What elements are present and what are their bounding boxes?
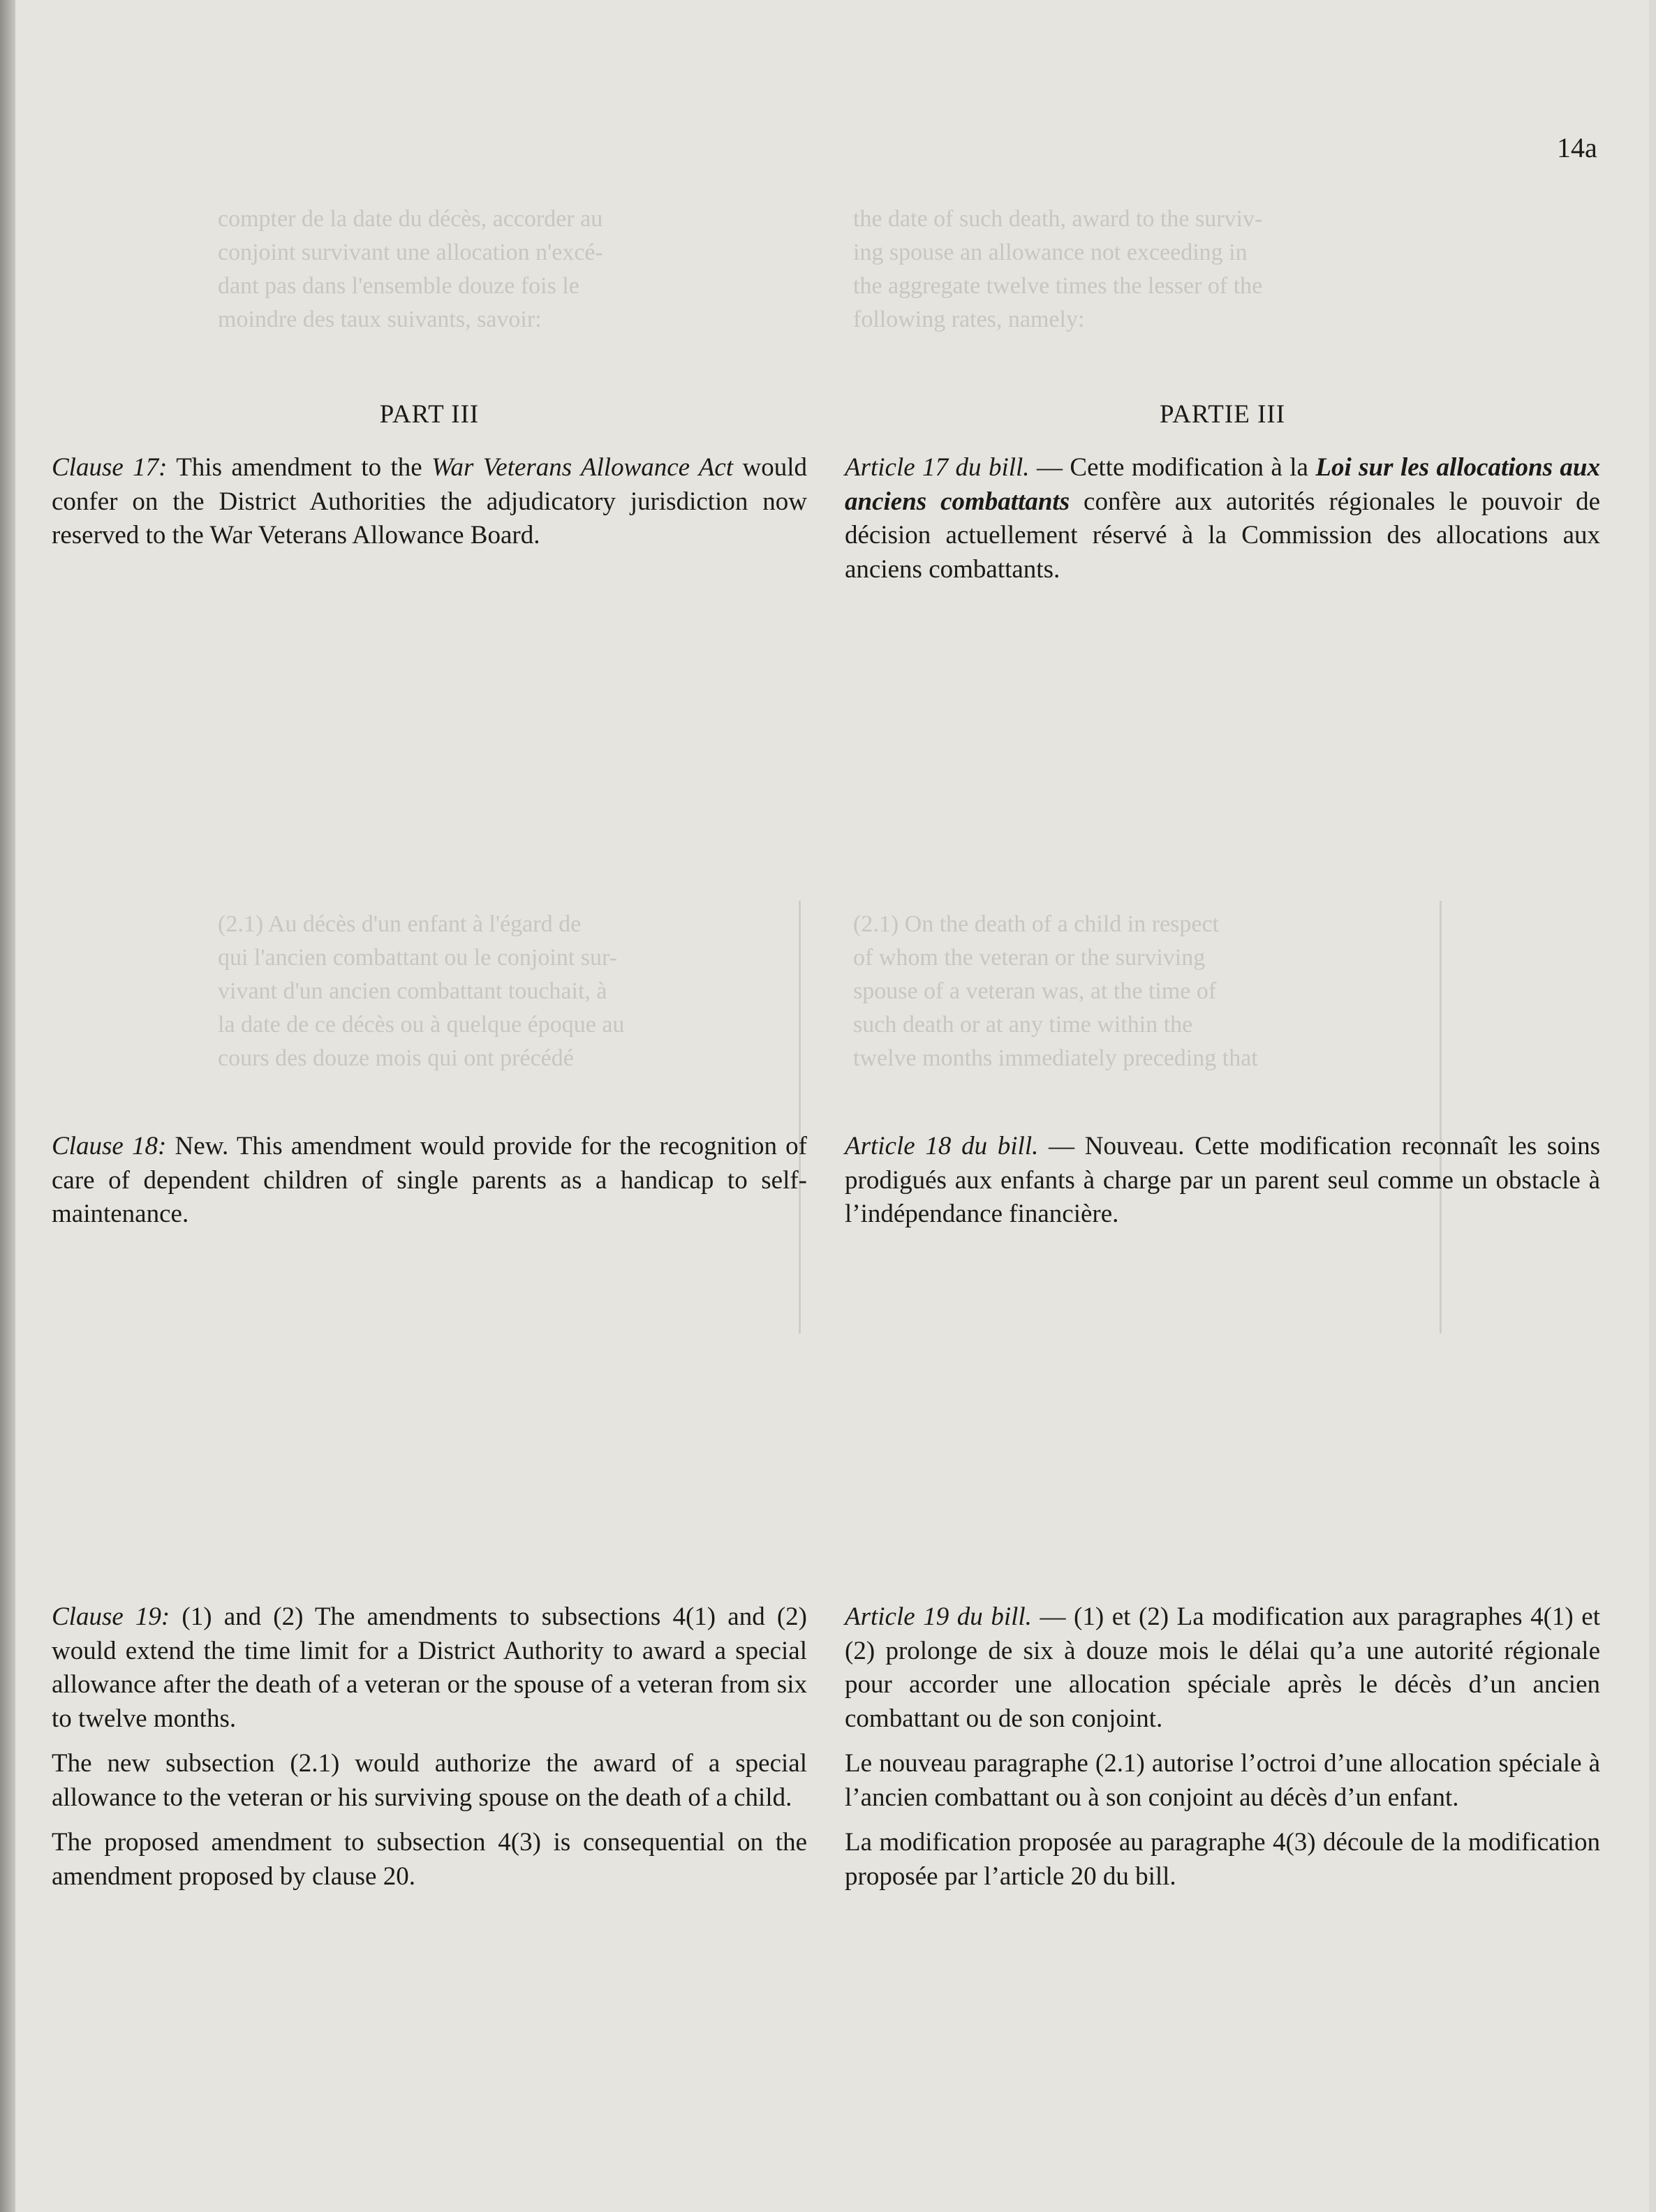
show-through-text: (2.1) On the death of a child in respect of whom the veteran or the surviving spouse of a veteran was, at the time of such death or at any time within the twelve months immediately preceding that [853,911,1258,1071]
show-through-text: (2.1) Au décès d'un enfant à l'égard de qui l'ancien combattant ou le conjoint sur- vivant d'un ancien combattant touchait, à la date de ce décès ou à quelque époque au cours des douze mois qui ont précédé [218,911,625,1071]
clause-17-act-title: War Veterans Allowance Act [431,453,734,482]
document-page [15,0,1649,2212]
article-17-note [845,451,1600,598]
clause-17-lead: Clause 17: [52,453,168,482]
clause-19-paragraph-3: The proposed amendment to subsection 4(3) is consequential on the amendment proposed by clause 20. [52,1828,807,1891]
clause-18-text: New. This amendment would provide for the recognition of care of dependent children of single parents as a handicap to self-maintenance. [52,1132,807,1228]
article-18-text: — Nouveau. Cette modification reconnaît les soins prodigués aux enfants à charge par un parent seul comme un obstacle à l’indépendance financière. [845,1132,1600,1228]
article-19-text: — (1) et (2) La modification aux paragraphes 4(1) et (2) prolonge de six à douze mois le délai qu’a une autorité régionale pour accorder une allocation spéciale après le décès d’un ancien combattant ou de son conjoint. [845,1602,1600,1733]
article-17-text-b: confère aux autorités régionales le pouvoir de décision actuellement réservé à la Commission des allocations aux anciens combattants. [845,487,1600,584]
show-through-rule [1440,901,1442,1334]
clause-17-text-a: This amendment to the [167,453,432,482]
clause-19-text: (1) and (2) The amendments to subsections 4(1) and (2) would extend the time limit for a District Authority to award a special allowance after the death of a veteran or the spouse of a veteran from six to twelve months. [52,1602,807,1733]
clause-17-text-b: would confer on the District Authorities the adjudicatory jurisdiction now reserved to the War Veterans Allowance Board. [52,453,807,550]
page-number: 14a [1557,132,1597,163]
clause-19-note [52,1600,807,1905]
clause-17-note [52,451,807,564]
part-heading-fr: PARTIE III [1159,400,1286,429]
article-17-lead: Article 17 du bill. [845,453,1030,482]
show-through-text: the date of such death, award to the surviv- ing spouse an allowance not exceeding in the aggregate twelve times the lesser of the following rates, namely: [853,206,1263,332]
binding-shadow [0,0,17,2212]
article-17-act-title: Loi sur les allocations aux anciens combattants [845,453,1600,516]
article-19-lead: Article 19 du bill. [845,1602,1032,1631]
show-through-text: compter de la date du décès, accorder au conjoint survivant une allocation n'excé- dant pas dans l'ensemble douze fois le moindre des taux suivants, savoir: [218,206,603,332]
article-19-paragraph-3: La modification proposée au paragraphe 4(3) découle de la modification proposée par l’article 20 du bill. [845,1828,1600,1891]
article-19-note [845,1600,1600,1905]
clause-19-paragraph-2: The new subsection (2.1) would authorize the award of a special allowance to the veteran or his surviving spouse on the death of a child. [52,1749,807,1812]
article-19-paragraph-2: Le nouveau paragraphe (2.1) autorise l’octroi d’une allocation spéciale à l’ancien combattant ou à son conjoint au décès d’un enfant. [845,1749,1600,1812]
clause-18-lead: Clause 18: [52,1132,167,1160]
clause-19-lead: Clause 19: [52,1602,170,1631]
clause-18-note [52,1130,807,1243]
article-18-lead: Article 18 du bill. [845,1132,1039,1160]
show-through-rule [799,901,801,1334]
article-17-text-a: — Cette modification à la [1029,453,1316,482]
part-heading-en: PART III [379,400,480,429]
article-18-note [845,1130,1600,1243]
